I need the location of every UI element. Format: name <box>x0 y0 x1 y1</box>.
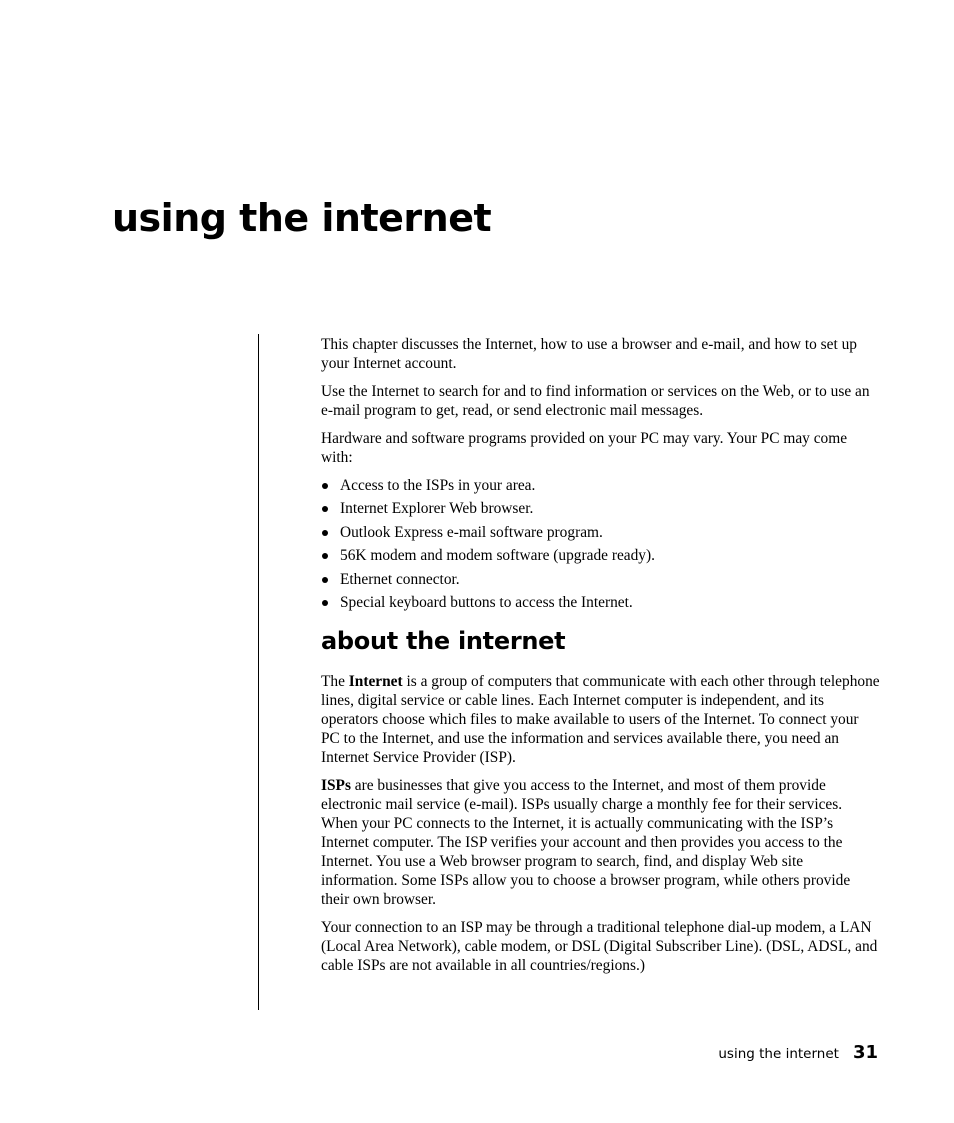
intro-paragraph-3: Hardware and software programs provided on your PC may vary. Your PC may come with: <box>321 430 848 466</box>
section-paragraph-2 <box>321 776 881 909</box>
list-item-text: Access to the ISPs in your area. <box>340 477 536 494</box>
list-item <box>321 570 881 589</box>
section-paragraph-1 <box>321 672 881 767</box>
bullet-icon <box>322 553 328 559</box>
chapter-title: using the internet <box>112 196 492 240</box>
list-item <box>321 476 881 495</box>
running-title: using the internet <box>718 1046 839 1062</box>
text-run: are businesses that give you access to the Internet, and most of them provide electronic mail service (e-mail). ISPs usually charge a monthly fee for their services. When your PC connects to the Internet, it is actually communicating with the ISP’s Internet computer. The ISP verifies your account and then provides you access to the Internet. You use a Web browser program to search, find, and display Web site information. Some ISPs allow you to choose a browser program, while others provide their own browser. <box>321 776 851 908</box>
intro-paragraph-1: This chapter discusses the Internet, how to use a browser and e-mail, and how to set up your Internet account. <box>321 336 857 372</box>
list-item <box>321 593 881 612</box>
section-heading: about the internet <box>321 626 566 655</box>
list-item-text: Internet Explorer Web browser. <box>340 500 534 518</box>
bullet-icon <box>322 506 328 512</box>
term-internet: Internet <box>348 672 403 690</box>
text-run: The <box>321 672 349 690</box>
bullet-icon <box>322 530 328 536</box>
term-isps: ISPs <box>321 776 351 794</box>
main-content <box>321 335 881 984</box>
list-item-text: Ethernet connector. <box>340 570 460 588</box>
feature-list <box>321 476 881 612</box>
list-item <box>321 499 881 518</box>
bullet-icon <box>322 577 328 583</box>
page-number: 31 <box>852 1042 878 1063</box>
list-item-text: 56K modem and modem software (upgrade ready). <box>340 547 655 565</box>
list-item-text: Outlook Express e-mail software program. <box>340 523 603 541</box>
list-item <box>321 546 881 565</box>
list-item <box>321 523 881 542</box>
list-item-text: Special keyboard buttons to access the Internet. <box>340 593 633 611</box>
margin-rule <box>258 334 259 1010</box>
bullet-icon <box>322 483 328 489</box>
bullet-icon <box>322 600 328 606</box>
section-paragraph-3: Your connection to an ISP may be through a traditional telephone dial-up modem, a LAN (Local Area Network), cable modem, or DSL (Digital Subscriber Line). (DSL, ADSL, and cable ISPs are not available in all countries/regions.) <box>321 918 878 974</box>
page-footer <box>718 1042 878 1063</box>
text-run: is a group of computers that communicate with each other through telephone lines, digital service or cable lines. Each Internet computer is independent, and its operators choose which files to make available to users of the Internet. To connect your PC to the Internet, and use the information and services available there, you need an Internet Service Provider (ISP). <box>321 672 880 766</box>
intro-paragraph-2: Use the Internet to search for and to find information or services on the Web, or to use an e-mail program to get, read, or send electronic mail messages. <box>321 383 870 419</box>
